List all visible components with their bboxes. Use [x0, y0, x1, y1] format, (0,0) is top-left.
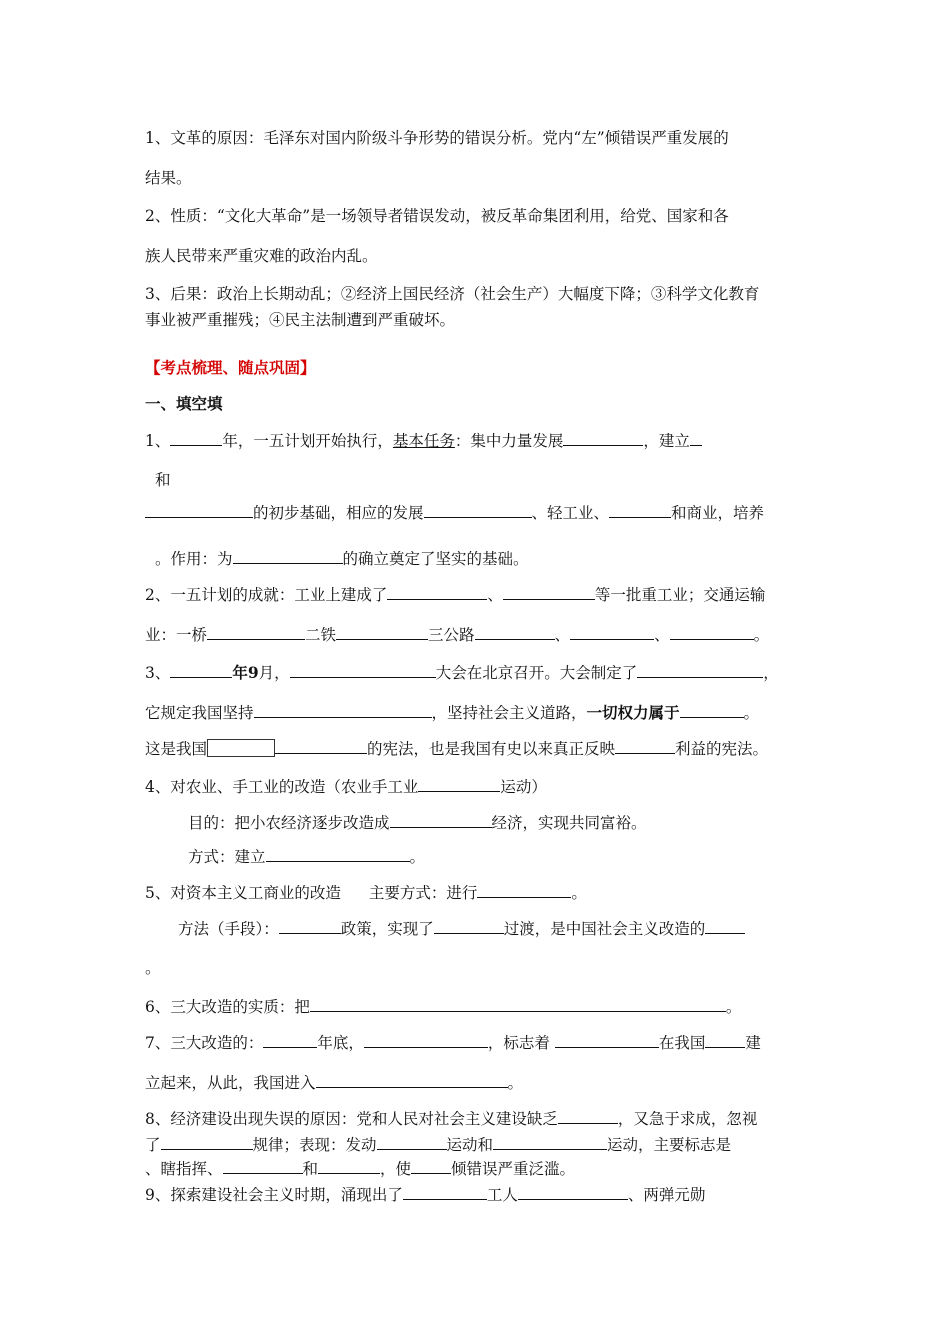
question-3-line-3: 这是我国 的宪法，也是我国有史以来真正反映 利益的宪法。 — [145, 740, 769, 758]
question-5-line-3: 。 — [145, 959, 161, 977]
question-8-line-2: 了 规律；表现：发动 运动和 运动，主要标志是 — [145, 1136, 732, 1154]
question-1-line-1: 1、 年，一五计划开始执行，基本任务：集中力量发展 ，建立 — [145, 430, 702, 451]
question-1-line-3: 的初步基础，相应的发展 、轻工业、 和商业，培养 — [145, 502, 764, 523]
question-5-line-2: 方法（手段）： 政策，实现了 过渡，是中国社会主义改造的 — [178, 918, 745, 939]
question-7-line-1: 7、三大改造的： 年底， ，标志着 在我国 建 — [145, 1034, 761, 1052]
summary-item-3-line-2: 事业被严重摧残；④民主法制遭到严重破坏。 — [145, 311, 456, 329]
question-7-line-2: 立起来，从此，我国进入 。 — [145, 1074, 524, 1092]
question-6-line-1: 6、三大改造的实质：把 。 — [145, 998, 742, 1016]
question-4-line-1: 4、对农业、手工业的改造（农业手工业 运动） — [145, 778, 547, 796]
question-1-line-4: 。作用：为 的确立奠定了坚实的基础。 — [155, 550, 529, 568]
summary-item-2-line-2: 族人民带来严重灾难的政治内乱。 — [145, 247, 378, 265]
section-heading: 【考点梳理、随点巩固】 — [145, 358, 316, 377]
question-2-line-1: 2、一五计划的成就：工业上建成了 、 等一批重工业；交通运输 — [145, 586, 766, 604]
question-8-line-1: 8、经济建设出现失误的原因：党和人民对社会主义建设缺乏 ，又急于求成，忽视 — [145, 1110, 758, 1128]
summary-item-1-line-2: 结果。 — [145, 169, 192, 187]
question-2-line-2: 业：一桥 二铁 三公路 、 、 。 — [145, 626, 770, 644]
summary-item-3-line-1: 3、后果：政治上长期动乱；②经济上国民经济（社会生产）大幅度下降；③科学文化教育 — [145, 285, 760, 303]
summary-item-2-line-1: 2、性质：“文化大革命”是一场领导者错误发动，被反革命集团利用，给党、国家和各 — [145, 207, 729, 225]
question-9-line-1: 9、探索建设社会主义时期，涌现出了 工人 、两弹元勋 — [145, 1186, 706, 1204]
question-5-line-1: 5、对资本主义工商业的改造 主要方式：进行 。 — [145, 884, 587, 902]
question-4-line-3: 方式：建立 。 — [188, 848, 426, 866]
summary-item-1-line-1: 1、文革的原因：毛泽东对国内阶级斗争形势的错误分析。党内“左”倾错误严重发展的 — [145, 129, 729, 147]
question-3-line-1: 3、 年9月， 大会在北京召开。大会制定了 ， — [145, 663, 779, 682]
question-4-line-2: 目的：把小农经济逐步改造成 经济，实现共同富裕。 — [188, 814, 647, 832]
question-3-line-2: 它规定我国坚持 ，坚持社会主义道路，一切权力属于 。 — [145, 703, 760, 722]
section-title: 一、填空填 — [145, 394, 223, 413]
question-8-line-3: 、瞎指挥、 和 ，使 倾错误严重泛滥。 — [145, 1160, 576, 1178]
question-1-line-2: 和 — [155, 471, 171, 489]
